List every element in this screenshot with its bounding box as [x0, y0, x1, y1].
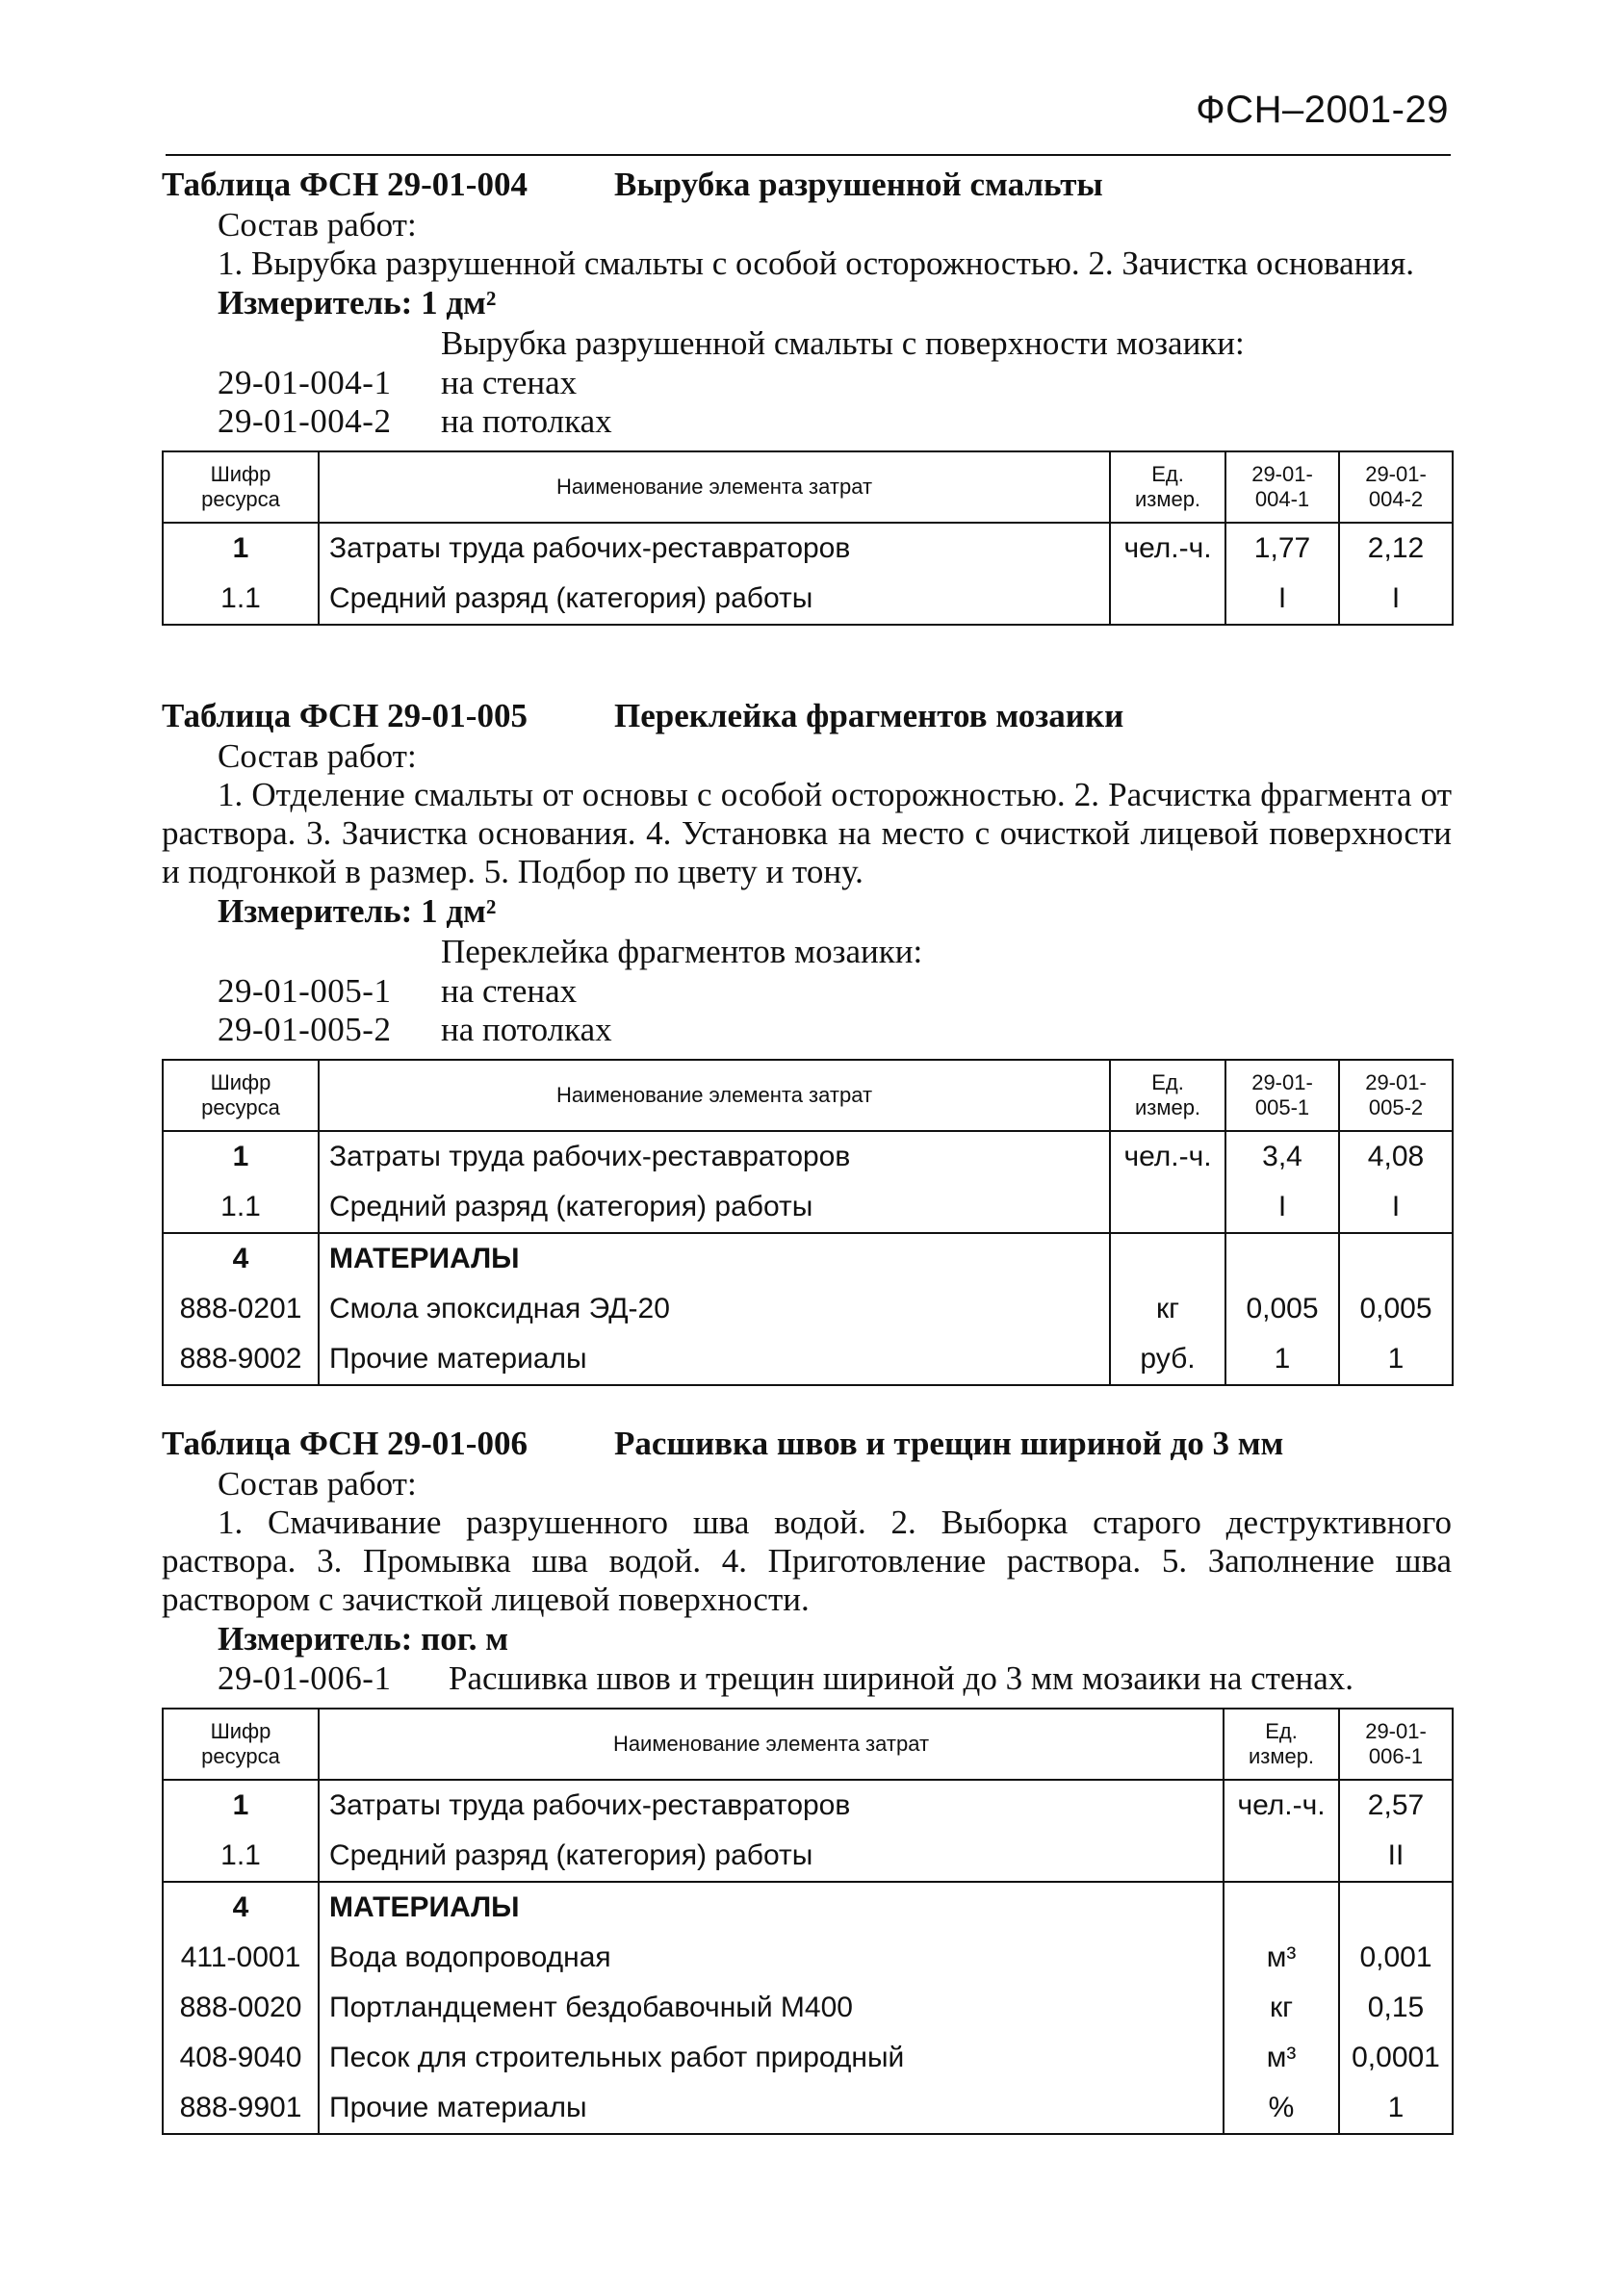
norm-value: 4,08 [1339, 1131, 1453, 1182]
meter-label: Измеритель: 1 дм² [218, 284, 497, 321]
table-title: Вырубка разрушенной смальты [614, 166, 1103, 203]
table-row [163, 2033, 1453, 2083]
norm-section-004 [162, 164, 1452, 626]
resource-name: Прочие материалы [319, 2083, 1224, 2134]
meter-label: Измеритель: 1 дм² [218, 892, 497, 930]
composition-text: 1. Вырубка разрушенной смальты с особой осторожностью. 2. Зачистка основания. [218, 244, 1414, 282]
col-header-name: Наименование элемента затрат [319, 451, 1110, 523]
resource-name: МАТЕРИАЛЫ [319, 1233, 1110, 1284]
col-header-code: Шифр ресурса [163, 1709, 319, 1780]
resource-code: 1 [163, 523, 319, 574]
resource-name: Затраты труда рабочих-реставраторов [319, 1780, 1224, 1831]
norm-code: 29-01-004-2 [218, 402, 392, 440]
table-header-row [163, 1709, 1453, 1780]
norm-value: 0,001 [1339, 1933, 1453, 1983]
resource-code: 4 [163, 1233, 319, 1284]
resource-code: 4 [163, 1882, 319, 1933]
norm-value: 1,77 [1225, 523, 1339, 574]
resource-unit [1224, 1831, 1339, 1882]
norm-value: 2,12 [1339, 523, 1453, 574]
section-heading [162, 164, 1452, 206]
resource-name: Песок для строительных работ природный [319, 2033, 1224, 2083]
norm-value: 2,57 [1339, 1780, 1453, 1831]
norm-section-005 [162, 695, 1452, 1386]
resource-unit: кг [1110, 1284, 1225, 1334]
norm-value: 1 [1339, 2083, 1453, 2134]
table-row [163, 1831, 1453, 1882]
composition-label: Состав работ: [218, 1465, 417, 1503]
composition-text: 1. Отделение смальты от основы с особой осторожностью. 2. Расчистка фрагмента от раствора. 3. Зачистка основания. 4. Установка на место с очисткой лицевой поверхности и подгонкой в размер. 5. Подбор по цвету и тону. [162, 776, 1452, 890]
resource-name: МАТЕРИАЛЫ [319, 1882, 1224, 1933]
header-rule [166, 154, 1451, 156]
table-label: Таблица ФСН 29-01-006 [162, 1425, 528, 1462]
norm-value: 0,005 [1339, 1284, 1453, 1334]
col-header-name: Наименование элемента затрат [319, 1060, 1110, 1131]
col-header-norm: 29-01-006-1 [1339, 1709, 1453, 1780]
col-header-code: Шифр ресурса [163, 1060, 319, 1131]
table-title: Расшивка швов и трещин шириной до 3 мм [614, 1425, 1284, 1462]
table-row [163, 574, 1453, 625]
norm-code-row [162, 972, 1452, 1011]
resource-code: 1.1 [163, 1831, 319, 1882]
norm-code-desc: Расшивка швов и трещин шириной до 3 мм мозаики на стенах. [449, 1659, 1354, 1697]
resource-unit: чел.-ч. [1110, 523, 1225, 574]
table-row-group [163, 1882, 1453, 1933]
col-header-unit: Ед. измер. [1224, 1709, 1339, 1780]
norm-codes [162, 364, 1452, 441]
table-label: Таблица ФСН 29-01-005 [162, 697, 528, 734]
col-header-norm: 29-01-004-2 [1339, 451, 1453, 523]
norm-code: 29-01-006-1 [218, 1659, 392, 1697]
resource-unit [1224, 1882, 1339, 1933]
col-header-name: Наименование элемента затрат [319, 1709, 1224, 1780]
document-code: ФСН–2001-29 [1196, 89, 1449, 131]
norm-value: 0,005 [1225, 1284, 1339, 1334]
resource-code: 888-9002 [163, 1334, 319, 1385]
norm-value: II [1339, 1831, 1453, 1882]
composition-label: Состав работ: [218, 206, 417, 244]
norm-table [162, 1059, 1454, 1386]
col-header-unit: Ед. измер. [1110, 1060, 1225, 1131]
norm-value: 0,0001 [1339, 2033, 1453, 2083]
norm-value: I [1339, 1182, 1453, 1233]
resource-code: 1 [163, 1780, 319, 1831]
resource-name: Портландцемент бездобавочный М400 [319, 1983, 1224, 2033]
resource-name: Прочие материалы [319, 1334, 1110, 1385]
resource-code: 888-0020 [163, 1983, 319, 2033]
norm-code: 29-01-004-1 [218, 364, 392, 401]
norm-codes [162, 972, 1452, 1049]
norm-value: 3,4 [1225, 1131, 1339, 1182]
table-header-row [163, 451, 1453, 523]
norm-code: 29-01-005-2 [218, 1011, 392, 1048]
subheading: Вырубка разрушенной смальты с поверхности мозаики: [441, 324, 1245, 362]
table-title: Переклейка фрагментов мозаики [614, 697, 1124, 734]
norm-code-desc: на потолках [441, 402, 612, 440]
section-heading [162, 1423, 1452, 1465]
norm-code-desc: на стенах [441, 364, 578, 401]
resource-unit: кг [1224, 1983, 1339, 2033]
table-row [163, 1983, 1453, 2033]
norm-value: 1 [1225, 1334, 1339, 1385]
resource-unit: % [1224, 2083, 1339, 2134]
table-row [163, 523, 1453, 574]
norm-codes [162, 1659, 1452, 1698]
norm-value [1225, 1233, 1339, 1284]
col-header-norm: 29-01-004-1 [1225, 451, 1339, 523]
resource-code: 1.1 [163, 574, 319, 625]
resource-code: 888-0201 [163, 1284, 319, 1334]
norm-code-row [162, 402, 1452, 441]
resource-name: Средний разряд (категория) работы [319, 574, 1110, 625]
table-row [163, 1182, 1453, 1233]
resource-name: Средний разряд (категория) работы [319, 1831, 1224, 1882]
composition-label: Состав работ: [218, 737, 417, 775]
norm-section-006 [162, 1423, 1452, 2135]
resource-name: Затраты труда рабочих-реставраторов [319, 1131, 1110, 1182]
table-row [163, 1334, 1453, 1385]
section-heading [162, 695, 1452, 737]
table-label: Таблица ФСН 29-01-004 [162, 166, 528, 203]
col-header-norm: 29-01-005-2 [1339, 1060, 1453, 1131]
resource-code: 1.1 [163, 1182, 319, 1233]
norm-code-desc: на потолках [441, 1011, 612, 1048]
norm-table [162, 1708, 1454, 2135]
norm-table [162, 450, 1454, 626]
resource-name: Смола эпоксидная ЭД-20 [319, 1284, 1110, 1334]
resource-name: Средний разряд (категория) работы [319, 1182, 1110, 1233]
resource-unit: чел.-ч. [1110, 1131, 1225, 1182]
norm-value: 0,15 [1339, 1983, 1453, 2033]
resource-unit: чел.-ч. [1224, 1780, 1339, 1831]
col-header-unit: Ед. измер. [1110, 451, 1225, 523]
meter-label: Измеритель: пог. м [218, 1620, 509, 1658]
norm-value: I [1225, 574, 1339, 625]
resource-code: 408-9040 [163, 2033, 319, 2083]
subheading: Переклейка фрагментов мозаики: [441, 933, 923, 970]
norm-value [1339, 1882, 1453, 1933]
col-header-code: Шифр ресурса [163, 451, 319, 523]
resource-unit [1110, 574, 1225, 625]
resource-code: 888-9901 [163, 2083, 319, 2134]
resource-unit: руб. [1110, 1334, 1225, 1385]
table-row [163, 1780, 1453, 1831]
resource-name: Затраты труда рабочих-реставраторов [319, 523, 1110, 574]
table-row-group [163, 1233, 1453, 1284]
norm-value: I [1225, 1182, 1339, 1233]
table-row [163, 1131, 1453, 1182]
norm-value: I [1339, 574, 1453, 625]
resource-code: 1 [163, 1131, 319, 1182]
composition-text: 1. Смачивание разрушенного шва водой. 2. Выборка старого деструктивного раствора. 3. Промывка шва водой. 4. Приготовление раствора. 5. Заполнение шва раствором с зачисткой лицевой поверхности. [162, 1504, 1452, 1618]
resource-unit: м³ [1224, 2033, 1339, 2083]
norm-code: 29-01-005-1 [218, 972, 392, 1010]
norm-value [1339, 1233, 1453, 1284]
norm-code-row [162, 364, 1452, 402]
resource-unit: м³ [1224, 1933, 1339, 1983]
table-row [163, 2083, 1453, 2134]
resource-code: 411-0001 [163, 1933, 319, 1983]
norm-code-row [162, 1011, 1452, 1049]
norm-code-row [162, 1659, 1452, 1698]
table-row [163, 1933, 1453, 1983]
resource-name: Вода водопроводная [319, 1933, 1224, 1983]
table-row [163, 1284, 1453, 1334]
resource-unit [1110, 1182, 1225, 1233]
resource-unit [1110, 1233, 1225, 1284]
table-header-row [163, 1060, 1453, 1131]
norm-value: 1 [1339, 1334, 1453, 1385]
norm-code-desc: на стенах [441, 972, 578, 1010]
col-header-norm: 29-01-005-1 [1225, 1060, 1339, 1131]
